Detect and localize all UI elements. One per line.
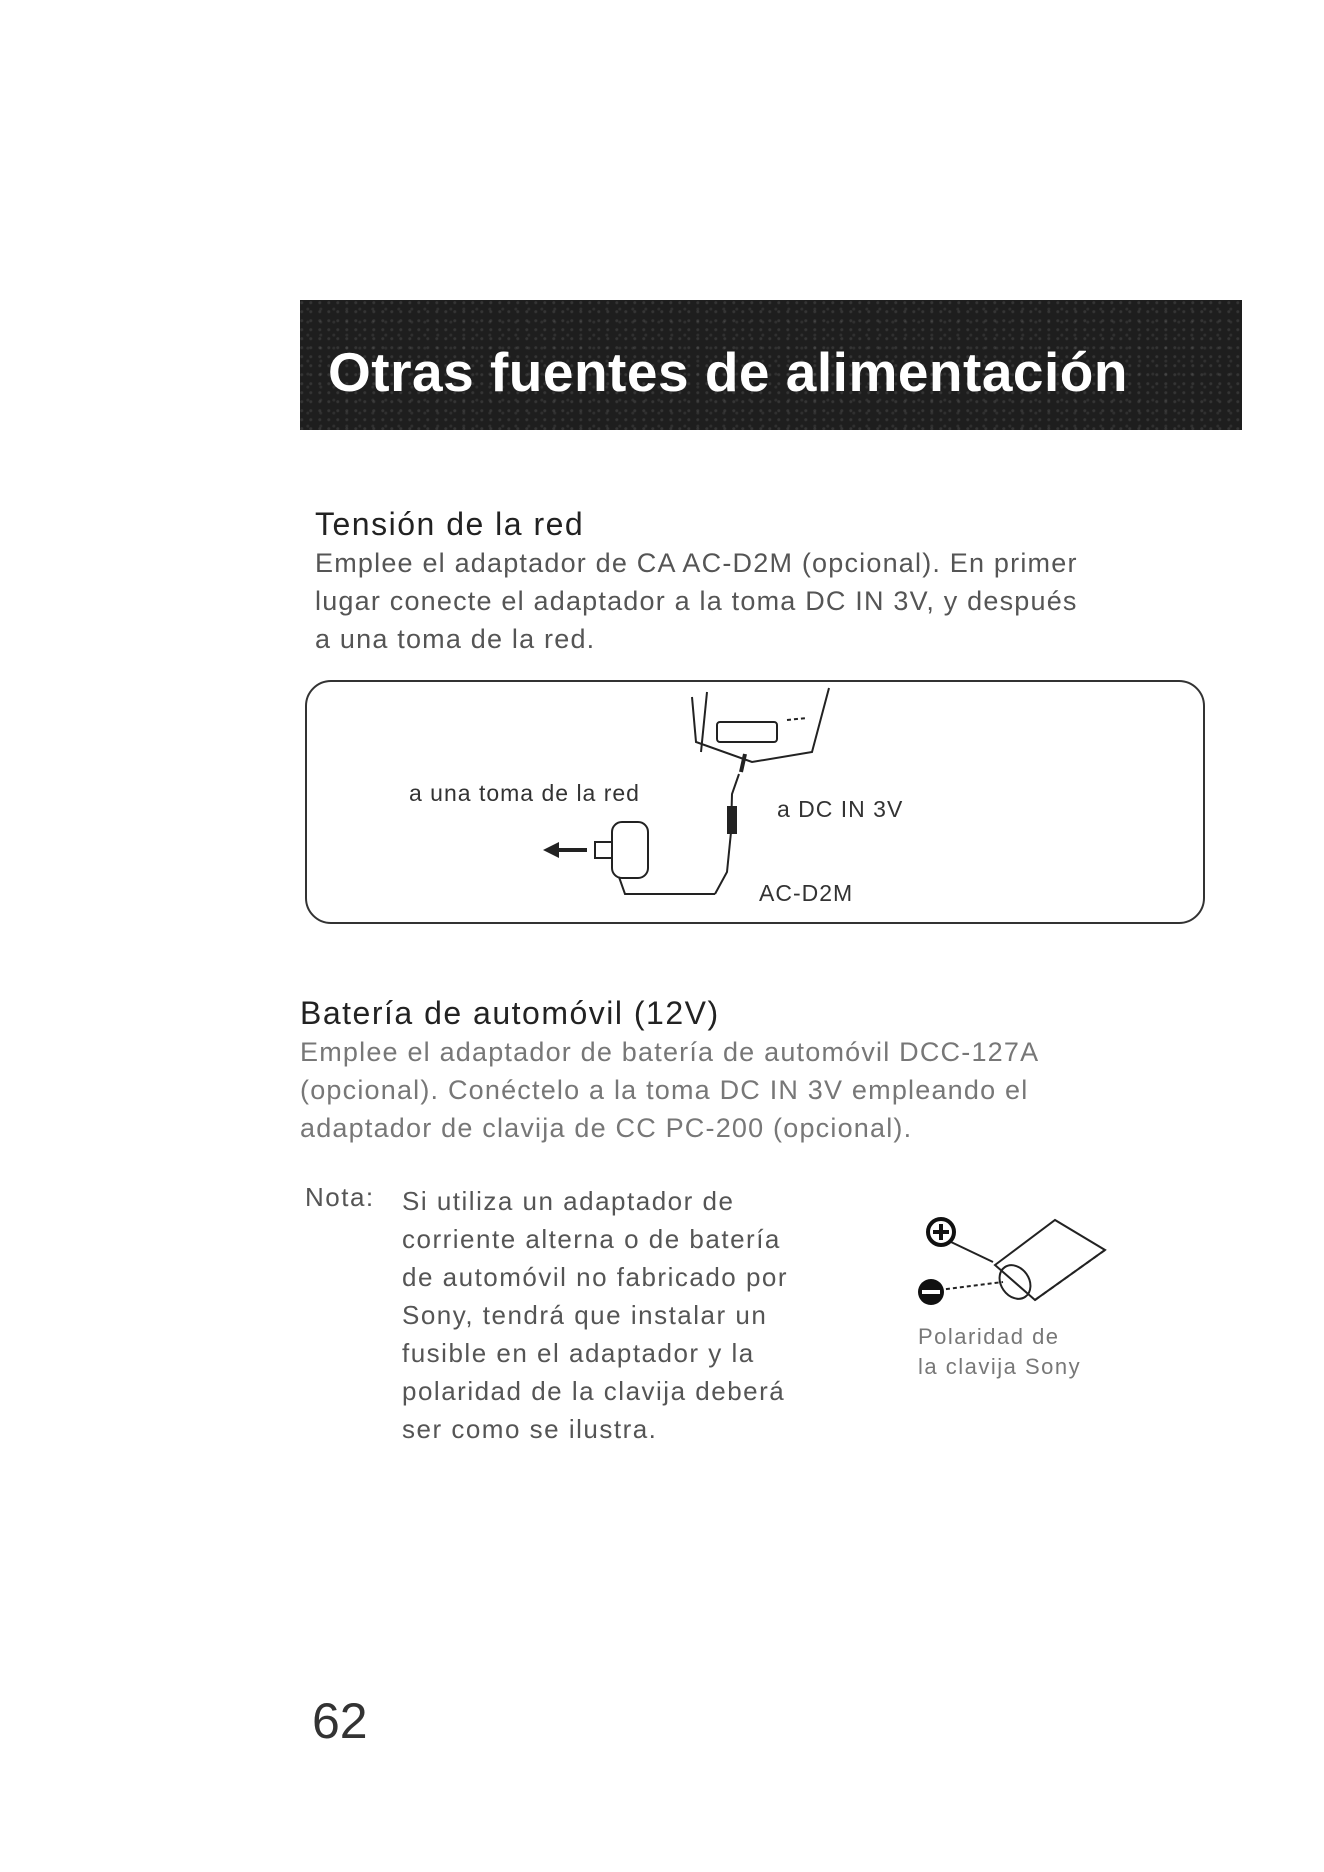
body-line: (opcional). Conéctelo a la toma DC IN 3V empleando el	[300, 1075, 1029, 1105]
note-label: Nota:	[305, 1182, 375, 1212]
section-body-car	[300, 1033, 1039, 1147]
device-edge	[701, 692, 707, 752]
page-number: 62	[312, 1693, 368, 1749]
section-body-mains	[315, 544, 1078, 658]
label-dc-in: a DC IN 3V	[777, 796, 904, 822]
section-heading-mains: Tensión de la red	[315, 506, 585, 542]
body-line: Emplee el adaptador de batería de automóvil DCC-127A	[300, 1037, 1040, 1067]
ac-adapter-block	[612, 822, 648, 878]
arrow-icon	[543, 842, 559, 858]
note-line: Si utiliza un adaptador de	[402, 1186, 735, 1216]
device-outline	[692, 688, 829, 762]
note-line: ser como se ilustra.	[402, 1414, 658, 1444]
minus-icon	[918, 1279, 944, 1305]
plug-barrel	[995, 1220, 1105, 1300]
dc-cable-lower	[619, 877, 715, 894]
note-text	[402, 1182, 788, 1448]
section-heading-car: Batería de automóvil (12V)	[300, 995, 720, 1031]
caption-line: Polaridad de	[918, 1324, 1060, 1349]
note-line: fusible en el adaptador y la	[402, 1338, 755, 1368]
dc-jack-panel	[717, 722, 777, 742]
note-line: corriente alterna o de batería	[402, 1224, 781, 1254]
label-model: AC-D2M	[759, 880, 854, 906]
note-line: polaridad de la clavija deberá	[402, 1376, 786, 1406]
body-line: adaptador de clavija de CC PC-200 (opcional).	[300, 1113, 913, 1143]
plus-icon	[928, 1219, 954, 1245]
label-outlet: a una toma de la red	[409, 780, 640, 806]
body-line: a una toma de la red.	[315, 624, 596, 654]
plug-caption	[918, 1322, 1081, 1382]
title-banner	[300, 300, 1242, 430]
body-line: Emplee el adaptador de CA AC-D2M (opcional). En primer	[315, 548, 1078, 578]
note-line: Sony, tendrá que instalar un	[402, 1300, 768, 1330]
page-title: Otras fuentes de alimentación	[328, 341, 1128, 403]
connection-diagram	[305, 680, 1205, 924]
note-line: de automóvil no fabricado por	[402, 1262, 789, 1292]
plug-icon	[727, 806, 737, 834]
plug-polarity-illustration	[915, 1190, 1115, 1320]
body-line: lugar conecte el adaptador a la toma DC IN 3V, y después	[315, 586, 1078, 616]
caption-line: la clavija Sony	[918, 1354, 1082, 1379]
